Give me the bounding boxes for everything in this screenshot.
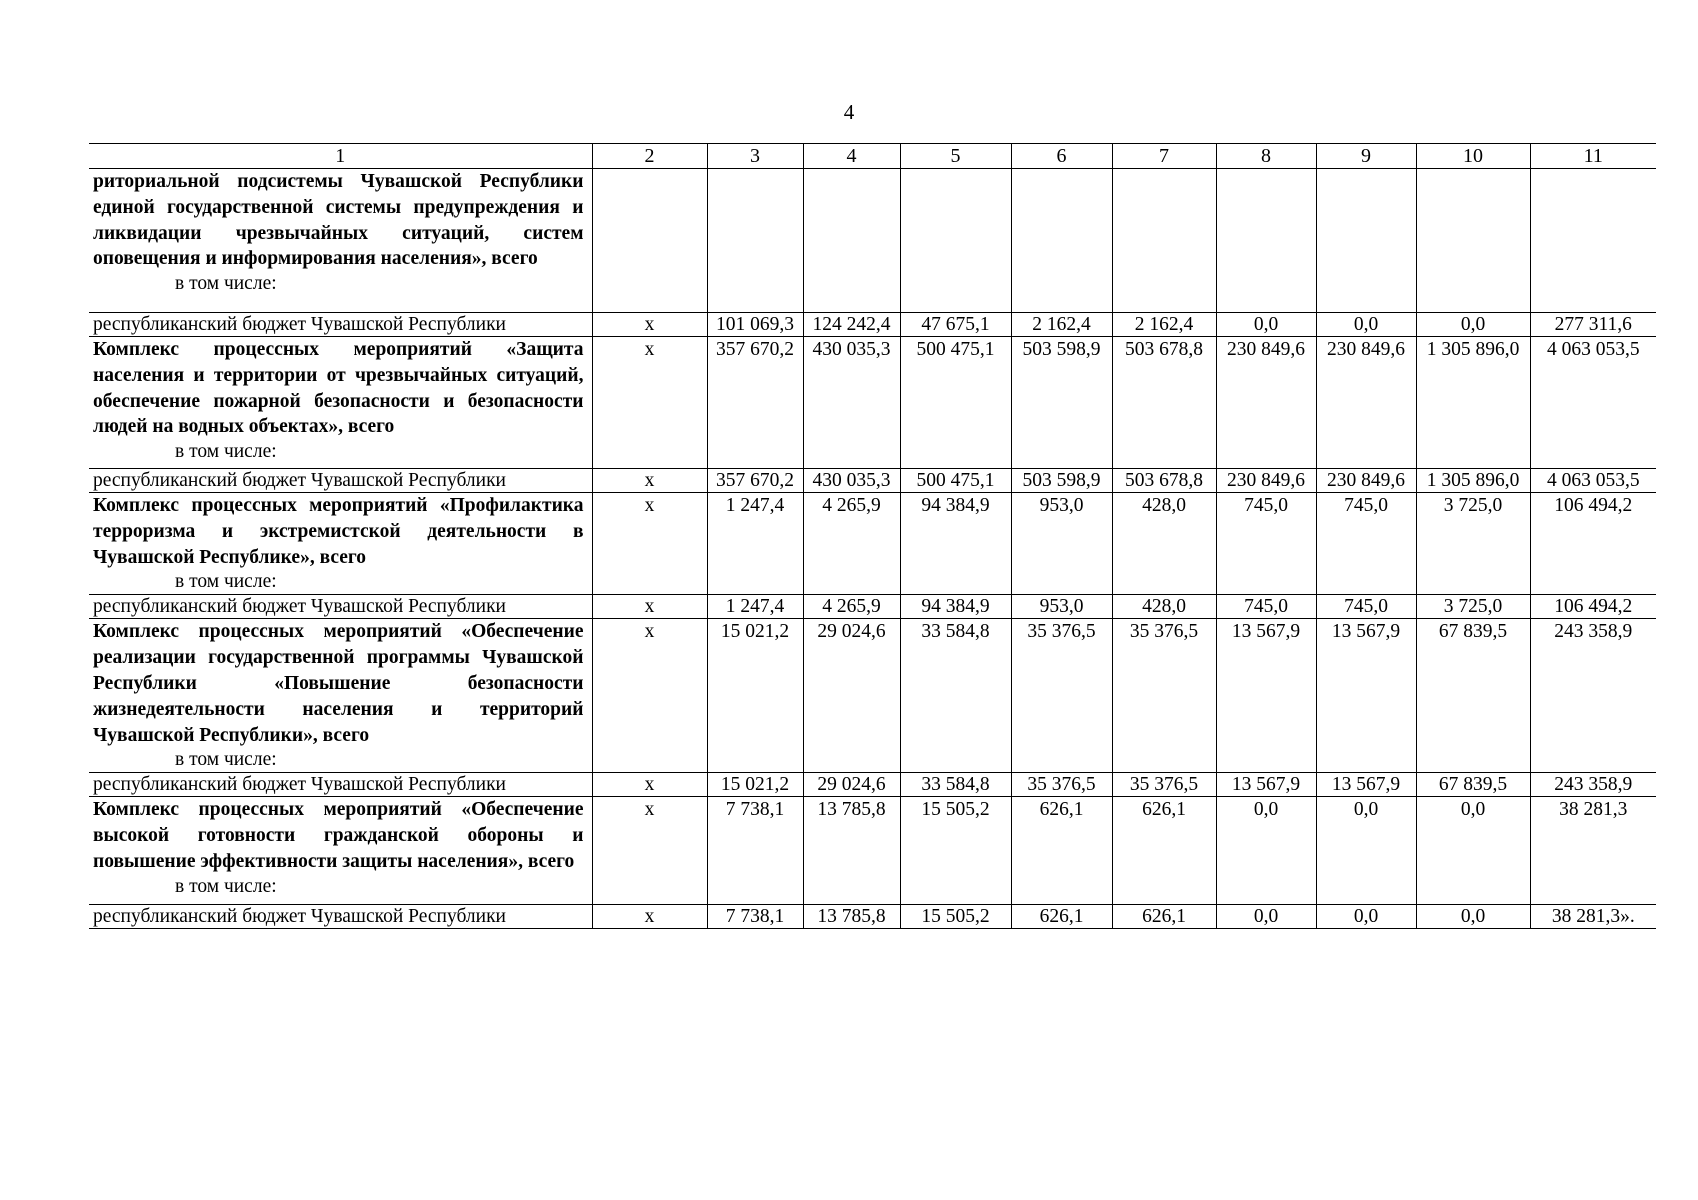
amount-cell: 243 358,9 bbox=[1530, 619, 1656, 773]
budget-amount-cell: 13 567,9 bbox=[1216, 773, 1316, 797]
budget-amount-cell: 1 305 896,0 bbox=[1416, 469, 1530, 493]
budget-amount-cell: 357 670,2 bbox=[707, 469, 803, 493]
budget-amount-cell: 13 785,8 bbox=[803, 905, 900, 929]
amount-cell: 230 849,6 bbox=[1316, 337, 1416, 469]
program-title: Комплекс процессных мероприятий «Защита населения и территории от чрезвычайных ситуаций, обеспечение пожарной безопасности и безопасности людей на водных объектах», всего bbox=[93, 339, 584, 438]
program-row bbox=[89, 169, 1656, 313]
budget-amount-cell: 430 035,3 bbox=[803, 469, 900, 493]
amount-cell: 15 505,2 bbox=[900, 797, 1011, 905]
amount-cell bbox=[900, 169, 1011, 313]
amount-cell: 357 670,2 bbox=[707, 337, 803, 469]
budget-source-row bbox=[89, 469, 1656, 493]
amount-cell: 4 265,9 bbox=[803, 493, 900, 595]
budget-amount-cell: 94 384,9 bbox=[900, 595, 1011, 619]
amount-cell bbox=[1316, 169, 1416, 313]
amount-cell: 4 063 053,5 bbox=[1530, 337, 1656, 469]
budget-amount-cell: 15 505,2 bbox=[900, 905, 1011, 929]
budget-amount-cell: 230 849,6 bbox=[1316, 469, 1416, 493]
amount-cell: 13 567,9 bbox=[1316, 619, 1416, 773]
budget-amount-cell: 500 475,1 bbox=[900, 469, 1011, 493]
budget-amount-cell: 503 598,9 bbox=[1011, 469, 1112, 493]
amount-cell: 0,0 bbox=[1216, 797, 1316, 905]
including-label: в том числе: bbox=[175, 441, 277, 463]
budget-amount-cell: 745,0 bbox=[1316, 595, 1416, 619]
budget-amount-cell: 7 738,1 bbox=[707, 905, 803, 929]
column-header: 11 bbox=[1530, 144, 1656, 169]
program-row bbox=[89, 337, 1656, 469]
amount-cell: 13 785,8 bbox=[803, 797, 900, 905]
budget-source-label: республиканский бюджет Чувашской Республики bbox=[89, 905, 592, 929]
budget-amount-cell: 503 678,8 bbox=[1112, 469, 1216, 493]
budget-source-row bbox=[89, 905, 1656, 929]
program-title: риториальной подсистемы Чувашской Республики единой государственной системы предупреждения и ликвидации чрезвычайных ситуаций, систем оповещения и информирования населения», всего bbox=[93, 171, 584, 270]
budget-amount-cell: 29 024,6 bbox=[803, 773, 900, 797]
program-name-cell bbox=[89, 337, 592, 469]
program-title: Комплекс процессных мероприятий «Обеспечение реализации государственной программы Чувашской Республики «Повышение безопасности жизнедеятельности населения и территорий Чувашской Республики», всего bbox=[93, 621, 584, 746]
amount-cell: 503 678,8 bbox=[1112, 337, 1216, 469]
table-header-row bbox=[89, 144, 1656, 169]
amount-cell: 428,0 bbox=[1112, 493, 1216, 595]
amount-cell: 33 584,8 bbox=[900, 619, 1011, 773]
budget-amount-cell: 2 162,4 bbox=[1011, 313, 1112, 337]
budget-amount-cell: 626,1 bbox=[1112, 905, 1216, 929]
budget-code-cell: х bbox=[592, 469, 707, 493]
program-code-cell: х bbox=[592, 337, 707, 469]
budget-amount-cell: 0,0 bbox=[1316, 905, 1416, 929]
program-title: Комплекс процессных мероприятий «Профилактика терроризма и экстремистской деятельности в Чувашской Республике», всего bbox=[93, 495, 584, 568]
budget-amount-cell: 47 675,1 bbox=[900, 313, 1011, 337]
column-header: 2 bbox=[592, 144, 707, 169]
amount-cell: 745,0 bbox=[1316, 493, 1416, 595]
column-header: 4 bbox=[803, 144, 900, 169]
including-label: в том числе: bbox=[175, 273, 277, 295]
budget-amount-cell: 124 242,4 bbox=[803, 313, 900, 337]
budget-amount-cell: 0,0 bbox=[1216, 905, 1316, 929]
amount-cell: 15 021,2 bbox=[707, 619, 803, 773]
column-header: 3 bbox=[707, 144, 803, 169]
amount-cell: 430 035,3 bbox=[803, 337, 900, 469]
budget-amount-cell: 35 376,5 bbox=[1112, 773, 1216, 797]
budget-source-label: республиканский бюджет Чувашской Республики bbox=[89, 313, 592, 337]
amount-cell: 0,0 bbox=[1416, 797, 1530, 905]
budget-amount-cell: 0,0 bbox=[1316, 313, 1416, 337]
budget-amount-cell: 745,0 bbox=[1216, 595, 1316, 619]
budget-amount-cell: 13 567,9 bbox=[1316, 773, 1416, 797]
amount-cell: 503 598,9 bbox=[1011, 337, 1112, 469]
program-name-cell bbox=[89, 169, 592, 313]
amount-cell bbox=[1112, 169, 1216, 313]
amount-cell: 94 384,9 bbox=[900, 493, 1011, 595]
amount-cell: 29 024,6 bbox=[803, 619, 900, 773]
budget-amount-cell: 0,0 bbox=[1416, 313, 1530, 337]
amount-cell: 35 376,5 bbox=[1112, 619, 1216, 773]
column-header: 6 bbox=[1011, 144, 1112, 169]
budget-amount-cell: 2 162,4 bbox=[1112, 313, 1216, 337]
amount-cell: 1 247,4 bbox=[707, 493, 803, 595]
column-header: 10 bbox=[1416, 144, 1530, 169]
budget-source-label: республиканский бюджет Чувашской Республики bbox=[89, 773, 592, 797]
program-row bbox=[89, 797, 1656, 905]
amount-cell: 0,0 bbox=[1316, 797, 1416, 905]
budget-source-label: республиканский бюджет Чувашской Республики bbox=[89, 469, 592, 493]
column-header: 5 bbox=[900, 144, 1011, 169]
budget-source-row bbox=[89, 595, 1656, 619]
amount-cell: 3 725,0 bbox=[1416, 493, 1530, 595]
budget-table bbox=[89, 143, 1656, 929]
budget-amount-cell: 428,0 bbox=[1112, 595, 1216, 619]
amount-cell: 1 305 896,0 bbox=[1416, 337, 1530, 469]
budget-amount-cell: 101 069,3 bbox=[707, 313, 803, 337]
budget-source-row bbox=[89, 313, 1656, 337]
program-code-cell: х bbox=[592, 797, 707, 905]
budget-code-cell: х bbox=[592, 905, 707, 929]
program-name-cell bbox=[89, 619, 592, 773]
column-header: 1 bbox=[89, 144, 592, 169]
budget-code-cell: х bbox=[592, 595, 707, 619]
amount-cell bbox=[1216, 169, 1316, 313]
budget-amount-cell: 1 247,4 bbox=[707, 595, 803, 619]
budget-amount-cell: 33 584,8 bbox=[900, 773, 1011, 797]
budget-code-cell: х bbox=[592, 773, 707, 797]
budget-source-row bbox=[89, 773, 1656, 797]
amount-cell: 626,1 bbox=[1112, 797, 1216, 905]
amount-cell bbox=[1011, 169, 1112, 313]
budget-amount-cell: 106 494,2 bbox=[1530, 595, 1656, 619]
budget-amount-cell: 15 021,2 bbox=[707, 773, 803, 797]
budget-amount-cell: 243 358,9 bbox=[1530, 773, 1656, 797]
budget-code-cell: х bbox=[592, 313, 707, 337]
amount-cell: 106 494,2 bbox=[1530, 493, 1656, 595]
program-title: Комплекс процессных мероприятий «Обеспечение высокой готовности гражданской обороны и повышение эффективности защиты населения», всего bbox=[93, 799, 584, 872]
amount-cell: 953,0 bbox=[1011, 493, 1112, 595]
budget-amount-cell: 38 281,3». bbox=[1530, 905, 1656, 929]
column-header: 7 bbox=[1112, 144, 1216, 169]
page-number: 4 bbox=[843, 100, 855, 124]
column-header: 9 bbox=[1316, 144, 1416, 169]
budget-amount-cell: 4 063 053,5 bbox=[1530, 469, 1656, 493]
amount-cell: 7 738,1 bbox=[707, 797, 803, 905]
amount-cell bbox=[1416, 169, 1530, 313]
program-code-cell: х bbox=[592, 493, 707, 595]
program-row bbox=[89, 493, 1656, 595]
program-code-cell: х bbox=[592, 619, 707, 773]
program-row bbox=[89, 619, 1656, 773]
budget-amount-cell: 277 311,6 bbox=[1530, 313, 1656, 337]
amount-cell: 13 567,9 bbox=[1216, 619, 1316, 773]
amount-cell: 230 849,6 bbox=[1216, 337, 1316, 469]
budget-amount-cell: 0,0 bbox=[1416, 905, 1530, 929]
including-label: в том числе: bbox=[175, 875, 277, 897]
program-name-cell bbox=[89, 797, 592, 905]
program-code-cell bbox=[592, 169, 707, 313]
budget-amount-cell: 4 265,9 bbox=[803, 595, 900, 619]
program-name-cell bbox=[89, 493, 592, 595]
amount-cell: 626,1 bbox=[1011, 797, 1112, 905]
column-header: 8 bbox=[1216, 144, 1316, 169]
budget-amount-cell: 3 725,0 bbox=[1416, 595, 1530, 619]
amount-cell: 500 475,1 bbox=[900, 337, 1011, 469]
budget-amount-cell: 35 376,5 bbox=[1011, 773, 1112, 797]
budget-amount-cell: 67 839,5 bbox=[1416, 773, 1530, 797]
budget-amount-cell: 230 849,6 bbox=[1216, 469, 1316, 493]
amount-cell bbox=[1530, 169, 1656, 313]
including-label: в том числе: bbox=[175, 749, 277, 771]
budget-amount-cell: 0,0 bbox=[1216, 313, 1316, 337]
amount-cell: 35 376,5 bbox=[1011, 619, 1112, 773]
budget-amount-cell: 953,0 bbox=[1011, 595, 1112, 619]
amount-cell: 745,0 bbox=[1216, 493, 1316, 595]
amount-cell: 67 839,5 bbox=[1416, 619, 1530, 773]
budget-amount-cell: 626,1 bbox=[1011, 905, 1112, 929]
amount-cell: 38 281,3 bbox=[1530, 797, 1656, 905]
budget-source-label: республиканский бюджет Чувашской Республики bbox=[89, 595, 592, 619]
amount-cell bbox=[707, 169, 803, 313]
including-label: в том числе: bbox=[175, 571, 277, 593]
amount-cell bbox=[803, 169, 900, 313]
